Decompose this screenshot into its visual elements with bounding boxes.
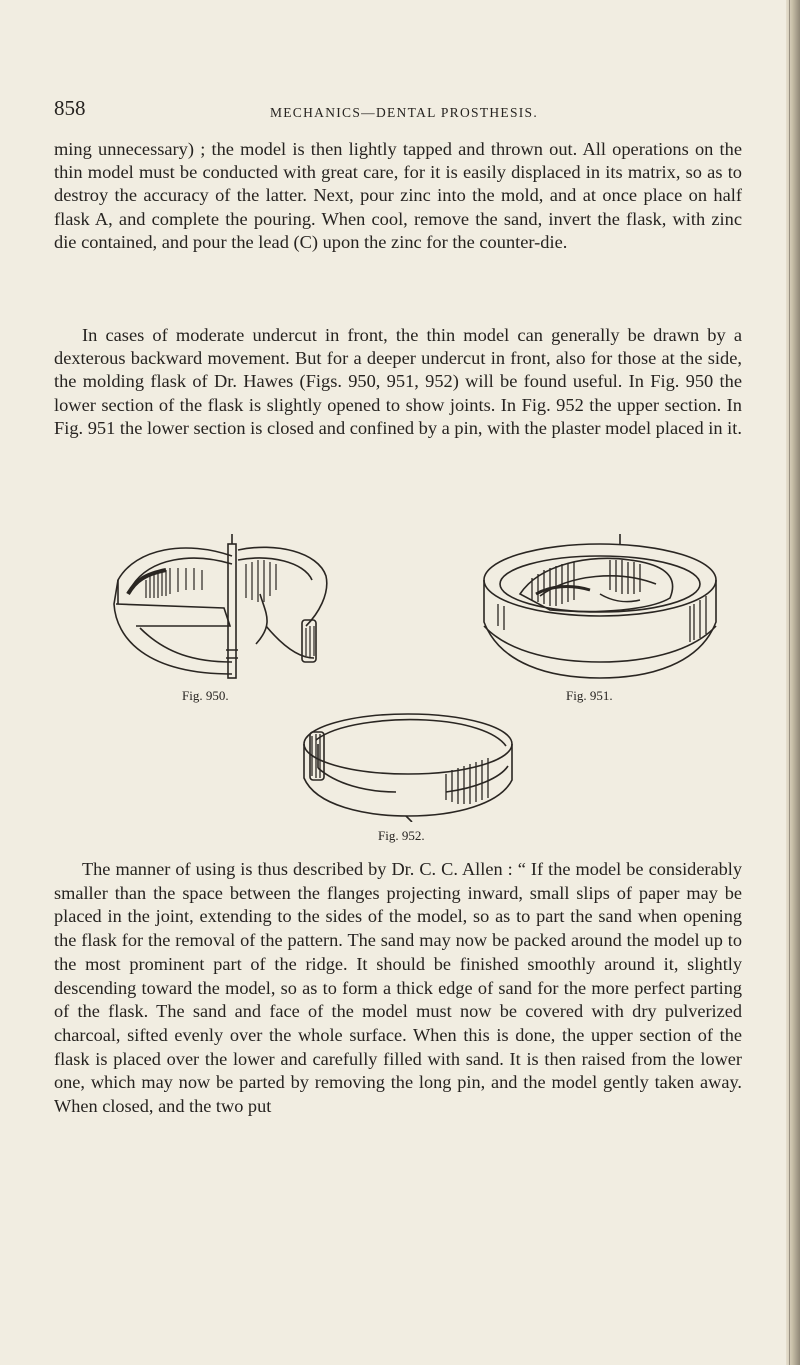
page-number: 858 (54, 96, 86, 120)
running-head: MECHANICS—DENTAL PROSTHESIS. (269, 105, 539, 120)
figure-952-caption: Fig. 952. (378, 828, 425, 843)
binding-edge-line (789, 0, 790, 1365)
figure-950-caption: Fig. 950. (182, 688, 229, 703)
page-header (54, 96, 754, 126)
paragraph-2: In cases of moderate undercut in front, the thin model can generally be drawn by a dexterous backward movement. But for a deeper undercut in front, also for those at the side, the molding flask of Dr. Hawes (Figs. 950, 951, 952) will be found useful. In Fig. 950 the lower section of the flask is slightly opened to show joints. In Fig. 952 the upper section. In Fig. 951 the lower section is closed and confined by a pin, with the plaster model placed in it. (54, 325, 742, 438)
opened-flask-lower-section-illustration (106, 534, 330, 682)
flask-upper-section-illustration (296, 704, 520, 822)
paragraph-3: The manner of using is thus described by Dr. C. C. Allen : “ If the model be considerably smaller than the space between the flanges projecting inward, small slips of paper may be placed in the joint, extending to the sides of the model, so as to part the sand when opening the flask for the removal of the pattern. The sand may now be packed around the model up to the most prominent part of the ridge. It should be finished smoothly around it, slightly descending toward the model, so as to form a thick edge of sand for the more perfect parting of the flask. The sand and face of the model must now be covered with dry pulverized charcoal, sifted evenly over the whole surface. When this is done, the upper section of the flask is placed over the lower and carefully filled with sand. It is then raised from the lower one, which may now be parted by removing the long pin, and the model gently taken away. When closed, and the two put (54, 859, 742, 1117)
figure-951-caption: Fig. 951. (566, 688, 613, 703)
closed-flask-with-plaster-model-illustration (480, 534, 720, 686)
paragraph-1: ming unnecessary) ; the model is then lightly tapped and thrown out. All operations on the thin model must be conducted with great care, for it is easily displaced in its matrix, so as to destroy the accuracy of the latter. Next, pour zinc into the mold, and at once place on half flask A, and complete the pouring. When cool, remove the sand, invert the flask, with zinc die contained, and pour the lead (C) upon the zinc for the counter-die. (54, 139, 742, 252)
